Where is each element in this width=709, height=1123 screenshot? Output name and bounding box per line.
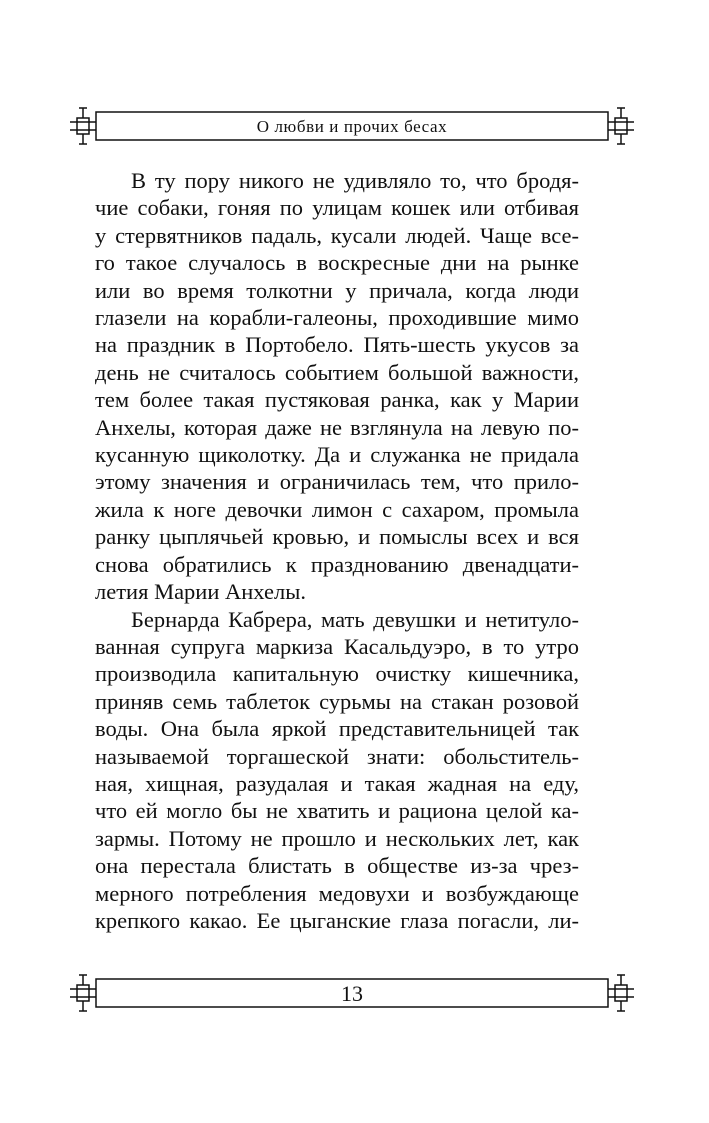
text-line: зармы. Потому не прошло и нескольких лет, как xyxy=(95,825,579,851)
text-line: го такое случалось в воскресные дни на рынке xyxy=(95,250,579,276)
paragraph-2 xyxy=(95,606,579,935)
text-line: Анхелы, которая даже не взглянула на левую по- xyxy=(95,414,579,440)
text-line: воды. Она была яркой представительницей так xyxy=(95,716,579,742)
page-footer xyxy=(68,975,636,1011)
text-line: называемой торгашеской знати: обольститель- xyxy=(95,743,579,769)
text-line: день не считалось событием большой важности, xyxy=(95,359,579,385)
text-line: глазели на корабли-галеоны, проходившие мимо xyxy=(95,305,579,331)
text-line: на праздник в Портобело. Пять-шесть укусов за xyxy=(95,332,579,358)
text-line: В ту пору никого не удивляло то, что бродя- xyxy=(131,168,579,193)
text-line: крепкого какао. Ее цыганские глаза погасли, ли- xyxy=(95,907,579,933)
text-line: она перестала блистать в обществе из-за чрез- xyxy=(95,853,579,879)
text-line: летия Марии Анхелы. xyxy=(95,579,306,605)
text-line: мерного потребления медовухи и возбуждающе xyxy=(95,880,579,906)
text-line: Бернарда Кабрера, мать девушки и нетитуло- xyxy=(131,606,579,632)
header-title: О любви и прочих бесах xyxy=(256,117,448,136)
paragraph-1 xyxy=(95,167,579,606)
text-line: кусанную щиколотку. Да и служанка не придала xyxy=(95,442,579,468)
text-line: жила к ноге девочки лимон с сахаром, промыла xyxy=(95,496,579,522)
page-number: 13 xyxy=(341,981,363,1006)
text-line: производила капитальную очистку кишечника, xyxy=(95,661,579,687)
text-line: что ей могло бы не хватить и рациона целой ка- xyxy=(95,798,579,824)
text-line: у стервятников падаль, кусали людей. Чаще все- xyxy=(95,222,579,248)
text-line: тем более такая пустяковая ранка, как у Марии xyxy=(95,387,579,413)
text-line: ванная супруга маркиза Касальдуэро, в то утро xyxy=(95,633,579,659)
text-line: снова обратились к празднованию двенадцати- xyxy=(95,551,579,577)
text-line: ранку цыплячьей кровью, и помыслы всех и вся xyxy=(95,524,579,550)
text-line: чие собаки, гоняя по улицам кошек или отбивая xyxy=(95,195,579,221)
text-line: этому значения и ограничилась тем, что прило- xyxy=(95,469,579,495)
text-line: ная, хищная, разудалая и такая жадная на еду, xyxy=(95,770,579,796)
body-text xyxy=(95,167,579,934)
text-line: приняв семь таблеток сурьмы на стакан розовой xyxy=(95,688,579,714)
running-header xyxy=(68,108,636,144)
text-line: или во время толкотни у причала, когда люди xyxy=(95,277,579,303)
